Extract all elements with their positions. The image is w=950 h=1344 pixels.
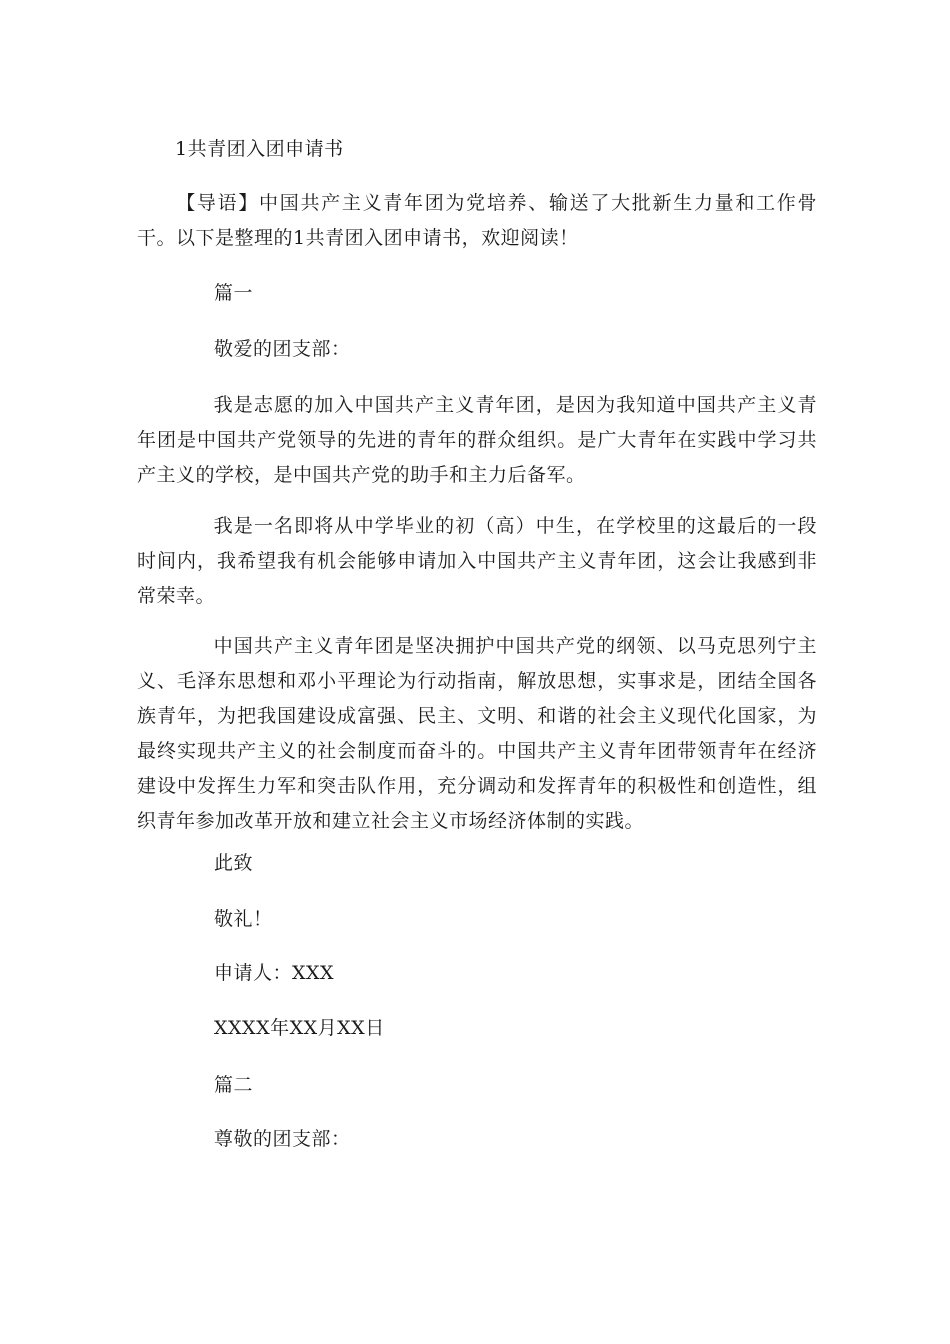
paragraph-text: 中国共产主义青年团是坚决拥护中国共产党的纲领、以马克思列宁主义、毛泽东思想和邓小平理论为行动指南，解放思想，实事求是，团结全国各族青年，为把我国建设成富强、民主、文明、和谐的社会主义现代化国家，为最终实现共产主义的社会制度而奋斗的。中国共产主义青年团带领青年在经济建设中发挥生力军和突击队作用，充分调动和发挥青年的积极性和创造性，组织青年参加改革开放和建立社会主义市场经济体制的实践。 — [137, 635, 817, 832]
applicant-line: 申请人：XXX — [214, 962, 335, 984]
part1-salutation: 敬爱的团支部： — [214, 338, 351, 360]
closing-cizhi: 此致 — [214, 852, 254, 874]
intro-paragraph — [137, 186, 817, 256]
closing-jingli: 敬礼！ — [214, 908, 273, 930]
part2-heading: 篇二 — [214, 1074, 254, 1096]
paragraph-text: 我是志愿的加入中国共产主义青年团，是因为我知道中国共产主义青年团是中国共产党领导的先进的青年的群众组织。是广大青年在实践中学习共产主义的学校，是中国共产党的助手和主力后备军。 — [137, 394, 817, 486]
part1-paragraph-1 — [137, 388, 817, 493]
document-title: 1共青团入团申请书 — [175, 138, 344, 160]
part1-heading: 篇一 — [214, 282, 254, 304]
paragraph-text: 我是一名即将从中学毕业的初（高）中生，在学校里的这最后的一段时间内，我希望我有机会能够申请加入中国共产主义青年团，这会让我感到非常荣幸。 — [137, 515, 817, 607]
part2-salutation: 尊敬的团支部： — [214, 1128, 351, 1150]
date-line: XXXX年XX月XX日 — [214, 1017, 385, 1039]
part1-paragraph-2 — [137, 509, 817, 614]
part1-paragraph-3 — [137, 629, 817, 839]
intro-text: 【导语】中国共产主义青年团为党培养、输送了大批新生力量和工作骨干。以下是整理的1共青团入团申请书，欢迎阅读！ — [137, 192, 817, 249]
